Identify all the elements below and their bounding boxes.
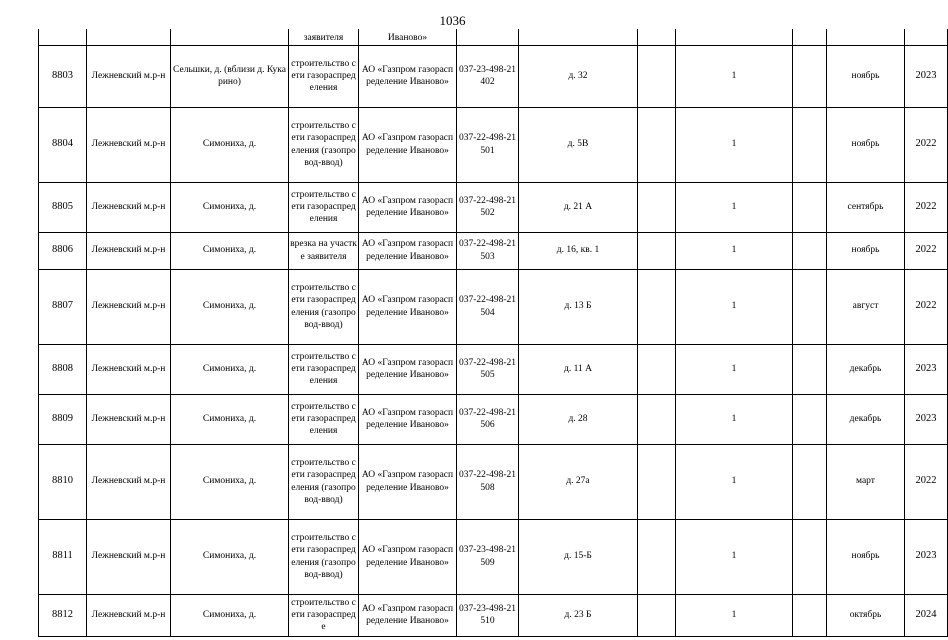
cell-num: 8812 bbox=[39, 594, 87, 636]
cell-num: 8806 bbox=[39, 232, 87, 269]
table-row bbox=[39, 182, 948, 232]
cell-org: АО «Газпром газораспределение Иваново» bbox=[359, 269, 457, 344]
gasification-table bbox=[38, 29, 948, 637]
cell-year: 2022 bbox=[905, 269, 948, 344]
cell-month: март bbox=[827, 444, 905, 519]
cell-district: Лежневский м.р-н bbox=[87, 269, 171, 344]
cell-code: 037-22-498-21505 bbox=[457, 344, 519, 394]
cell-district: Лежневский м.р-н bbox=[87, 519, 171, 594]
cell-month bbox=[827, 29, 905, 45]
cell-num: 8809 bbox=[39, 394, 87, 444]
cell-org: АО «Газпром газораспределение Иваново» bbox=[359, 107, 457, 182]
cell-month: август bbox=[827, 269, 905, 344]
cell-num: 8807 bbox=[39, 269, 87, 344]
cell-locality: Симониха, д. bbox=[171, 594, 289, 636]
table-row bbox=[39, 519, 948, 594]
cell-empty bbox=[793, 394, 827, 444]
cell-qty: 1 bbox=[676, 107, 793, 182]
cell-work-type: строительство сети газораспределения bbox=[289, 394, 359, 444]
cell-code: 037-22-498-21504 bbox=[457, 269, 519, 344]
cell-address: д. 28 bbox=[519, 394, 638, 444]
cell-work-type: строительство сети газораспреде bbox=[289, 594, 359, 636]
cell-locality: Симониха, д. bbox=[171, 269, 289, 344]
cell-address: д. 11 А bbox=[519, 344, 638, 394]
cell-org: АО «Газпром газораспределение Иваново» bbox=[359, 394, 457, 444]
cell-code: 037-23-498-21509 bbox=[457, 519, 519, 594]
cell-code: 037-23-498-21402 bbox=[457, 45, 519, 107]
cell-org: АО «Газпром газораспределение Иваново» bbox=[359, 444, 457, 519]
cell-num: 8805 bbox=[39, 182, 87, 232]
cell-code: 037-22-498-21506 bbox=[457, 394, 519, 444]
table-row bbox=[39, 45, 948, 107]
cell-district: Лежневский м.р-н bbox=[87, 394, 171, 444]
cell-address: д. 23 Б bbox=[519, 594, 638, 636]
cell-address: д. 15-Б bbox=[519, 519, 638, 594]
cell-code: 037-23-498-21510 bbox=[457, 594, 519, 636]
cell-year: 2024 bbox=[905, 594, 948, 636]
cell-address: д. 21 А bbox=[519, 182, 638, 232]
cell-year bbox=[905, 29, 948, 45]
cell-num: 8811 bbox=[39, 519, 87, 594]
cell-year: 2022 bbox=[905, 444, 948, 519]
cell-address: д. 5В bbox=[519, 107, 638, 182]
cell-district bbox=[87, 29, 171, 45]
cell-year: 2023 bbox=[905, 45, 948, 107]
cell-address: д. 16, кв. 1 bbox=[519, 232, 638, 269]
cell-empty bbox=[638, 107, 676, 182]
cell-work-type: строительство сети газораспределения (газопровод-ввод) bbox=[289, 444, 359, 519]
table-row bbox=[39, 232, 948, 269]
cell-month: декабрь bbox=[827, 344, 905, 394]
cell-locality: Симониха, д. bbox=[171, 444, 289, 519]
cell-empty bbox=[793, 269, 827, 344]
cell-empty bbox=[793, 107, 827, 182]
cell-district: Лежневский м.р-н bbox=[87, 45, 171, 107]
cell-month: сентябрь bbox=[827, 182, 905, 232]
cell-work-type: строительство сети газораспределения (газопровод-ввод) bbox=[289, 519, 359, 594]
cell-empty bbox=[793, 594, 827, 636]
cell-year: 2022 bbox=[905, 182, 948, 232]
cell-month: октябрь bbox=[827, 594, 905, 636]
cell-work-type: строительство сети газораспределения (газопровод-ввод) bbox=[289, 107, 359, 182]
cell-work-type: строительство сети газораспределения (газопровод-ввод) bbox=[289, 269, 359, 344]
cell-locality: Симониха, д. bbox=[171, 107, 289, 182]
cell-address: д. 27а bbox=[519, 444, 638, 519]
cell-org: АО «Газпром газораспределение Иваново» bbox=[359, 232, 457, 269]
cell-qty: 1 bbox=[676, 269, 793, 344]
cell-district: Лежневский м.р-н bbox=[87, 344, 171, 394]
cell-num: 8808 bbox=[39, 344, 87, 394]
cell-empty bbox=[638, 444, 676, 519]
cell-num: 8804 bbox=[39, 107, 87, 182]
cell-qty: 1 bbox=[676, 519, 793, 594]
cell-month: декабрь bbox=[827, 394, 905, 444]
cell-qty: 1 bbox=[676, 344, 793, 394]
cell-month: ноябрь bbox=[827, 232, 905, 269]
cell-empty bbox=[793, 444, 827, 519]
cell-num bbox=[39, 29, 87, 45]
cell-locality: Симониха, д. bbox=[171, 519, 289, 594]
table-row bbox=[39, 394, 948, 444]
cell-district: Лежневский м.р-н bbox=[87, 107, 171, 182]
cell-qty: 1 bbox=[676, 232, 793, 269]
cell-locality: Симониха, д. bbox=[171, 344, 289, 394]
cell-code: 037-22-498-21501 bbox=[457, 107, 519, 182]
cell-code: 037-22-498-21502 bbox=[457, 182, 519, 232]
cell-qty bbox=[676, 29, 793, 45]
cell-code: 037-22-498-21503 bbox=[457, 232, 519, 269]
cell-empty bbox=[638, 594, 676, 636]
cell-year: 2023 bbox=[905, 394, 948, 444]
cell-address bbox=[519, 29, 638, 45]
cell-num: 8803 bbox=[39, 45, 87, 107]
cell-work-type: заявителя bbox=[289, 29, 359, 45]
cell-empty bbox=[793, 45, 827, 107]
cell-empty bbox=[638, 29, 676, 45]
cell-qty: 1 bbox=[676, 182, 793, 232]
cell-org: Иваново» bbox=[359, 29, 457, 45]
cell-locality: Сельшки, д. (вблизи д. Кукарино) bbox=[171, 45, 289, 107]
table-row bbox=[39, 444, 948, 519]
cell-month: ноябрь bbox=[827, 45, 905, 107]
cell-district: Лежневский м.р-н bbox=[87, 444, 171, 519]
cell-district: Лежневский м.р-н bbox=[87, 594, 171, 636]
cell-work-type: строительство сети газораспределения bbox=[289, 344, 359, 394]
cell-locality: Симониха, д. bbox=[171, 232, 289, 269]
cell-qty: 1 bbox=[676, 594, 793, 636]
page-number: 1036 bbox=[439, 13, 466, 28]
cell-year: 2022 bbox=[905, 232, 948, 269]
cell-district: Лежневский м.р-н bbox=[87, 232, 171, 269]
cell-empty bbox=[793, 519, 827, 594]
cell-empty bbox=[793, 344, 827, 394]
cell-empty bbox=[793, 29, 827, 45]
cell-org: АО «Газпром газораспределение Иваново» bbox=[359, 519, 457, 594]
cell-work-type: строительство сети газораспределения bbox=[289, 45, 359, 107]
cell-empty bbox=[638, 394, 676, 444]
cell-year: 2023 bbox=[905, 344, 948, 394]
cell-qty: 1 bbox=[676, 394, 793, 444]
table-row bbox=[39, 344, 948, 394]
cell-empty bbox=[793, 182, 827, 232]
cell-work-type: врезка на участке заявителя bbox=[289, 232, 359, 269]
cell-num: 8810 bbox=[39, 444, 87, 519]
cell-address: д. 13 Б bbox=[519, 269, 638, 344]
cell-org: АО «Газпром газораспределение Иваново» bbox=[359, 182, 457, 232]
cell-empty bbox=[638, 269, 676, 344]
table-row-continued bbox=[39, 29, 948, 45]
cell-locality bbox=[171, 29, 289, 45]
table-row bbox=[39, 269, 948, 344]
cell-code: 037-22-498-21508 bbox=[457, 444, 519, 519]
cell-month: ноябрь bbox=[827, 519, 905, 594]
cell-empty bbox=[638, 519, 676, 594]
table-row bbox=[39, 594, 948, 636]
cell-empty bbox=[638, 232, 676, 269]
cell-org: АО «Газпром газораспределение Иваново» bbox=[359, 594, 457, 636]
cell-locality: Симониха, д. bbox=[171, 182, 289, 232]
cell-empty bbox=[638, 182, 676, 232]
cell-empty bbox=[638, 45, 676, 107]
cell-org: АО «Газпром газораспределение Иваново» bbox=[359, 344, 457, 394]
cell-empty bbox=[793, 232, 827, 269]
cell-year: 2023 bbox=[905, 519, 948, 594]
cell-org: АО «Газпром газораспределение Иваново» bbox=[359, 45, 457, 107]
cell-district: Лежневский м.р-н bbox=[87, 182, 171, 232]
cell-empty bbox=[638, 344, 676, 394]
cell-month: ноябрь bbox=[827, 107, 905, 182]
cell-locality: Симониха, д. bbox=[171, 394, 289, 444]
cell-address: д. 32 bbox=[519, 45, 638, 107]
cell-qty: 1 bbox=[676, 444, 793, 519]
cell-work-type: строительство сети газораспределения bbox=[289, 182, 359, 232]
cell-qty: 1 bbox=[676, 45, 793, 107]
table-row bbox=[39, 107, 948, 182]
cell-code bbox=[457, 29, 519, 45]
cell-year: 2022 bbox=[905, 107, 948, 182]
